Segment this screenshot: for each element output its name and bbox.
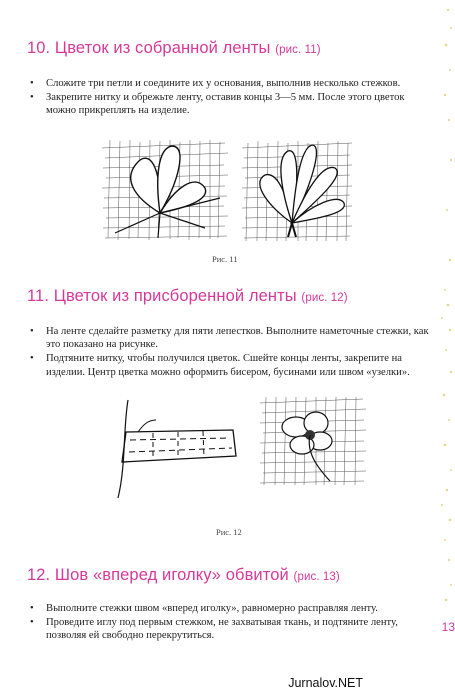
list-item: • Проведите иглу под первым стежком, не захватывая ткань, и подтяните ленту, позволяя ей свободно перекрутиться. <box>30 616 435 642</box>
figure-ref: (рис. 11) <box>275 44 321 56</box>
figure-11-loops <box>100 138 230 242</box>
instruction-list <box>30 602 435 644</box>
heading-text: 11. Цветок из присборенной ленты <box>27 287 297 305</box>
page-number: 13 <box>441 620 455 634</box>
section-heading <box>27 287 348 306</box>
list-item: • Закрепите нитку и обрежьте ленту, оставив концы 3—5 мм. После этого цветок можно прикреплять на изделие. <box>30 91 435 117</box>
section-heading <box>27 566 340 585</box>
section-heading <box>27 39 321 58</box>
heading-text: 10. Цветок из собранной ленты <box>27 39 271 57</box>
instruction-list <box>30 77 435 119</box>
figure-caption: Рис. 11 <box>212 254 238 264</box>
figure-11-flower <box>240 133 355 243</box>
figure-ref: (рис. 13) <box>293 571 340 583</box>
instruction-list <box>30 325 435 380</box>
list-item: • Подтяните нитку, чтобы получился цветок. Сшейте концы ленты, закрепите на изделии. Центр цветка можно оформить бисером, бусинами или швом «узелки». <box>30 352 435 378</box>
list-item: • Сложите три петли и соедините их у основания, выполнив несколько стежков. <box>30 77 435 90</box>
figure-caption: Рис. 12 <box>216 527 242 537</box>
figure-12-flower <box>258 393 368 488</box>
figure-ref: (рис. 12) <box>301 292 348 304</box>
list-item: • Выполните стежки швом «вперед иголку», равномерно расправляя ленту. <box>30 602 435 615</box>
heading-text: 12. Шов «вперед иголку» обвитой <box>27 566 289 584</box>
figure-12-ribbon-marking <box>98 390 240 502</box>
list-item: • На ленте сделайте разметку для пяти лепестков. Выполните наметочные стежки, как это показано на рисунке. <box>30 325 435 351</box>
site-watermark[interactable]: Jurnalov.NET <box>288 676 363 690</box>
